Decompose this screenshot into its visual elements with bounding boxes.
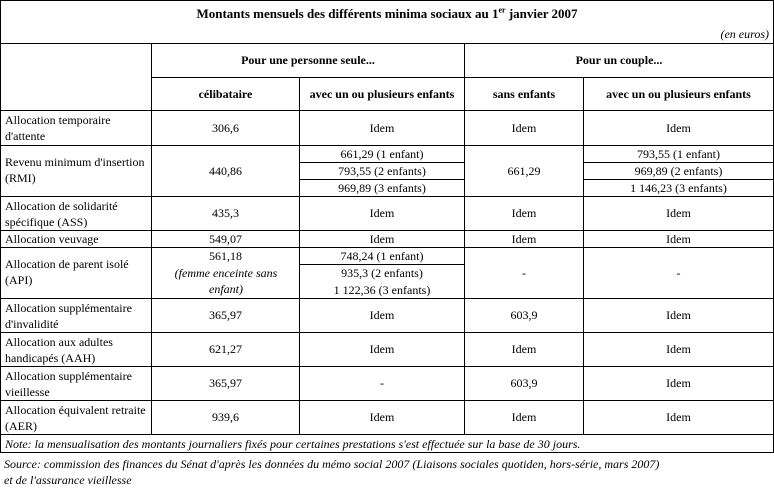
group-header-single [151, 43, 464, 77]
cell-ass-single-children-value: Idem [369, 206, 395, 220]
cell-asv-celibataire [151, 366, 299, 400]
row-label-ata-text: Allocation temporaire d'attente [5, 113, 111, 143]
cell-asv-couple-children [583, 366, 774, 400]
cell-ass-couple-no-children [464, 196, 583, 230]
cell-ass-couple-children-value: Idem [666, 206, 691, 220]
cell-ata-single-children [299, 110, 464, 145]
cell-asv-couple-no-children-value: 603,9 [510, 376, 538, 390]
column-header-single-children-text: avec un ou plusieurs enfants [309, 86, 455, 101]
cell-asi-couple-children [583, 298, 774, 332]
row-label-api [0, 247, 151, 298]
table-title-main: Montants mensuels des différents minima sociaux au 1 [196, 5, 499, 21]
cell-asi-couple-children-value: Idem [666, 308, 691, 322]
source-line-1: Source: commission des finances du Sénat d'après les données du mémo social 2007 (Liaisons sociales quotiden, hors-série, mars 2007) [4, 457, 660, 471]
cell-veuvage-couple-no-children-value: Idem [511, 231, 537, 246]
cell-aah-couple-children [583, 332, 774, 366]
table-title-end: janvier 2007 [505, 5, 578, 21]
column-header-couple-children [583, 77, 774, 110]
cell-asv-couple-no-children [464, 366, 583, 400]
cell-rmi-celibataire-value: 440,86 [209, 163, 242, 178]
column-header-couple-no-children [464, 77, 583, 110]
cell-aah-couple-no-children-value: Idem [511, 342, 537, 356]
cell-asv-celibataire-value: 365,97 [209, 376, 242, 390]
cell-ata-couple-no-children [464, 110, 583, 145]
row-label-aer [0, 400, 151, 434]
cell-veuvage-couple-children [583, 230, 774, 247]
group-header-single-text: Pour une personne seule... [241, 53, 375, 67]
cell-api-couple-no-children [464, 247, 583, 298]
row-label-aer-text: Allocation équivalent retraite (AER) [5, 403, 146, 433]
column-header-couple-no-children-text: sans enfants [492, 86, 556, 101]
rmi-single-1-enfant: 661,29 (1 enfant) [340, 147, 424, 161]
cell-ass-couple-children [583, 196, 774, 230]
cell-aer-celibataire [151, 400, 299, 434]
cell-veuvage-couple-children-value: Idem [666, 231, 691, 246]
cell-ata-celibataire [151, 110, 299, 145]
cell-rmi-couple-no-children [464, 145, 583, 196]
cell-ass-couple-no-children-value: Idem [511, 206, 537, 220]
column-header-single-children [299, 77, 464, 110]
row-label-aah [0, 332, 151, 366]
cell-aah-single-children [299, 332, 464, 366]
cell-veuvage-celibataire-value: 549,07 [209, 231, 242, 246]
cell-rmi-couple-children [583, 145, 774, 196]
rmi-couple-3-enfants: 1 146,23 (3 enfants) [630, 181, 727, 195]
row-label-asi [0, 298, 151, 332]
rmi-single-2-enfants: 793,55 (2 enfants) [338, 164, 426, 178]
row-label-ass-text: Allocation de solidarité spécifique (ASS) [5, 199, 118, 229]
api-single-1-enfant: 748,24 (1 enfant) [340, 249, 424, 263]
rmi-single-3-enfants: 969,89 (3 enfants) [338, 181, 426, 195]
cell-api-couple-children-value: - [676, 265, 681, 280]
row-label-asv [0, 366, 151, 400]
cell-ass-celibataire [151, 196, 299, 230]
cell-veuvage-single-children-value: Idem [369, 231, 395, 246]
cell-aah-couple-children-value: Idem [666, 342, 691, 356]
api-celibataire-note: (femme enceinte sans enfant) [174, 266, 278, 296]
table-title-text [196, 6, 577, 22]
table-title [0, 0, 774, 26]
cell-asi-couple-no-children-value: 603,9 [510, 308, 538, 322]
cell-rmi-single-children [299, 145, 464, 196]
header-corner [0, 43, 151, 110]
cell-veuvage-celibataire [151, 230, 299, 247]
column-header-celibataire-text: célibataire [198, 86, 253, 101]
cell-aah-celibataire-value: 621,27 [209, 342, 242, 356]
rmi-couple-1-enfant: 793,55 (1 enfant) [637, 147, 720, 161]
row-label-rmi-text: Revenu minimum d'insertion (RMI) [5, 155, 145, 185]
cell-aah-celibataire [151, 332, 299, 366]
cell-aer-single-children-value: Idem [369, 410, 395, 424]
cell-ata-couple-children [583, 110, 774, 145]
cell-aer-couple-no-children [464, 400, 583, 434]
note-text: Note: la mensualisation des montants journaliers fixés pour certaines prestations s'est effectuée sur la base de 30 jours. [5, 437, 581, 451]
row-label-asi-text: Allocation supplémentaire d'invalidité [5, 301, 132, 331]
cell-asv-single-children [299, 366, 464, 400]
cell-aer-single-children [299, 400, 464, 434]
cell-ata-couple-no-children-value: Idem [511, 120, 537, 135]
cell-ata-celibataire-value: 306,6 [212, 120, 239, 135]
cell-asv-single-children-value: - [380, 376, 384, 390]
group-header-couple-text: Pour un couple... [575, 53, 663, 67]
row-label-veuvage-text: Allocation veuvage [5, 232, 99, 246]
cell-asi-celibataire-value: 365,97 [209, 308, 242, 322]
row-label-ass [0, 196, 151, 230]
column-header-celibataire [151, 77, 299, 110]
cell-aah-couple-no-children [464, 332, 583, 366]
table-title-sup: er [498, 5, 506, 15]
api-celibataire-value: 561,18 [209, 249, 242, 263]
cell-aer-celibataire-value: 939,6 [212, 410, 239, 424]
row-label-veuvage [0, 230, 151, 247]
source-line-2: et de l'assurance vieillesse [4, 473, 132, 487]
cell-ata-couple-children-value: Idem [666, 120, 691, 135]
cell-aer-couple-children [583, 400, 774, 434]
cell-api-couple-no-children-value: - [522, 265, 526, 280]
api-single-2-enfants: 935,3 (2 enfants) [341, 266, 423, 280]
row-label-asv-text: Allocation supplémentaire vieillesse [5, 369, 132, 399]
row-label-rmi [0, 145, 151, 196]
cell-ass-single-children [299, 196, 464, 230]
cell-api-couple-children [583, 247, 774, 298]
cell-asv-couple-children-value: Idem [666, 376, 691, 390]
cell-asi-single-children [299, 298, 464, 332]
cell-asi-couple-no-children [464, 298, 583, 332]
unit-label: (en euros) [720, 27, 769, 41]
cell-asi-single-children-value: Idem [369, 308, 395, 322]
cell-ata-single-children-value: Idem [369, 120, 395, 135]
cell-aer-couple-children-value: Idem [666, 410, 691, 424]
cell-veuvage-couple-no-children [464, 230, 583, 247]
cell-aah-single-children-value: Idem [369, 342, 395, 356]
group-header-couple [464, 43, 774, 77]
cell-api-celibataire [151, 247, 299, 298]
cell-rmi-couple-no-children-value: 661,29 [507, 163, 541, 178]
cell-asi-celibataire [151, 298, 299, 332]
column-header-couple-children-text: avec un ou plusieurs enfants [606, 86, 751, 101]
cell-rmi-celibataire [151, 145, 299, 196]
cell-ass-celibataire-value: 435,3 [212, 206, 239, 220]
cell-aer-couple-no-children-value: Idem [511, 410, 537, 424]
row-label-ata [0, 110, 151, 145]
cell-veuvage-single-children [299, 230, 464, 247]
row-label-aah-text: Allocation aux adultes handicapés (AAH) [5, 335, 113, 365]
row-label-api-text: Allocation de parent isolé (API) [5, 257, 129, 287]
rmi-couple-2-enfants: 969,89 (2 enfants) [634, 164, 723, 178]
cell-api-single-children [299, 247, 464, 298]
api-single-3-enfants: 1 122,36 (3 enfants) [333, 283, 431, 297]
note-row [0, 434, 774, 453]
unit-row [0, 26, 774, 43]
